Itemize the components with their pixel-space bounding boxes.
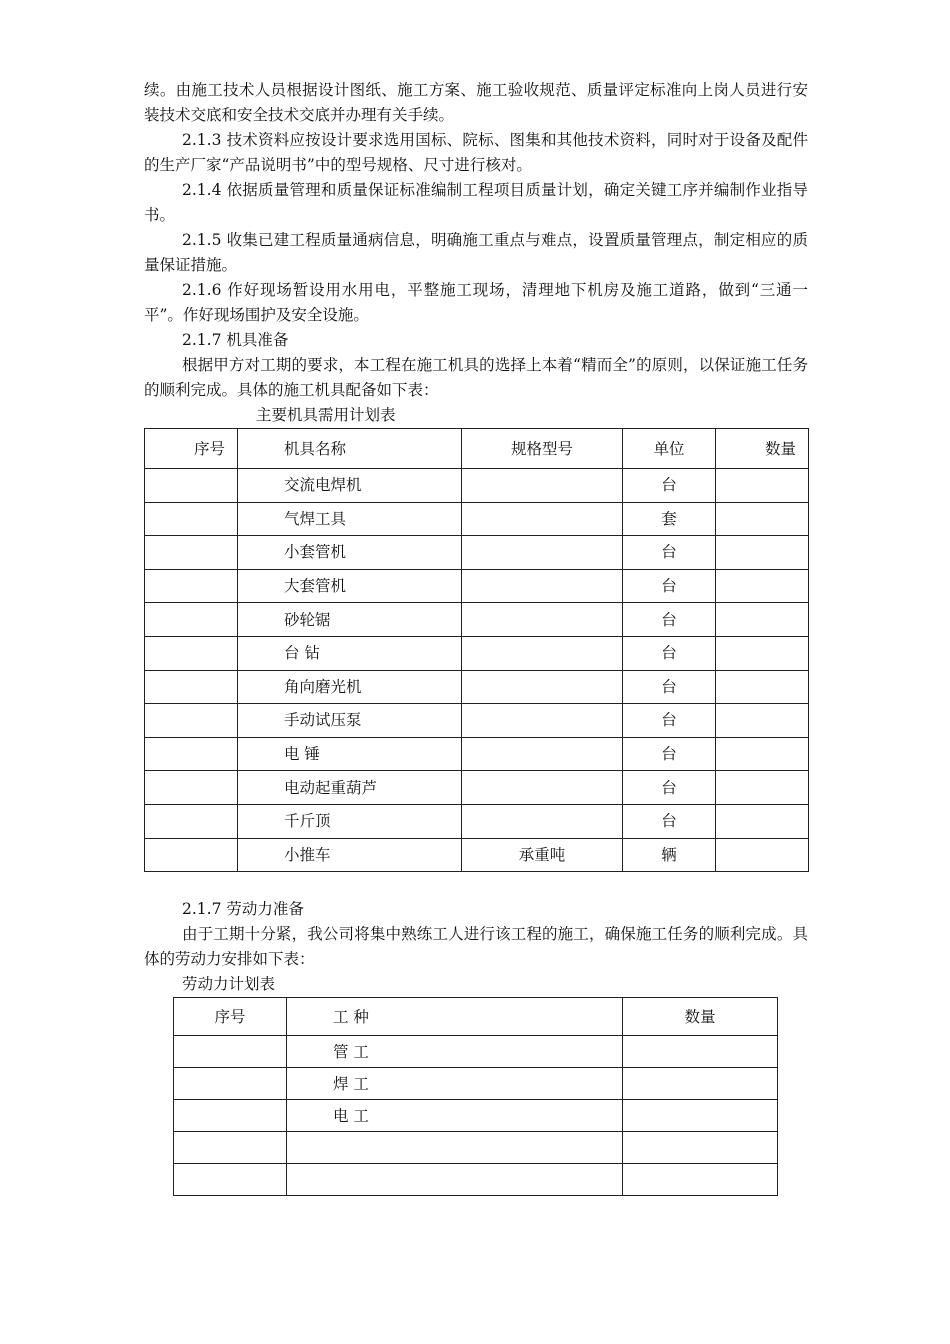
table-cell: 电动起重葫芦 xyxy=(238,771,462,805)
table-row xyxy=(174,1100,778,1132)
table-cell xyxy=(174,1132,287,1164)
table-cell xyxy=(174,1164,287,1196)
header-cell: 数量 xyxy=(623,998,778,1036)
document-page xyxy=(144,78,808,1196)
table-cell xyxy=(716,502,809,536)
tools-table xyxy=(144,428,809,872)
paragraph-2-1-3: 2.1.3 技术资料应按设计要求选用国标、院标、图集和其他技术资料，同时对于设备及配件的生产厂家“产品说明书”中的型号规格、尺寸进行核对。 xyxy=(144,131,808,174)
table-cell: 小套管机 xyxy=(238,536,462,570)
table-cell: 焊 工 xyxy=(287,1068,623,1100)
table-cell: 管 工 xyxy=(287,1036,623,1068)
table-cell xyxy=(716,636,809,670)
table-row xyxy=(145,804,809,838)
table-cell: 台 xyxy=(623,804,716,838)
table-cell xyxy=(623,1036,778,1068)
table-cell xyxy=(462,771,623,805)
table-cell xyxy=(462,704,623,738)
table-cell xyxy=(462,804,623,838)
table-cell xyxy=(145,502,238,536)
table-cell xyxy=(623,1164,778,1196)
table-cell: 砂轮锯 xyxy=(238,603,462,637)
tools-section-intro: 根据甲方对工期的要求，本工程在施工机具的选择上本着“精而全”的原则，以保证施工任务的顺利完成。具体的施工机具配备如下表： xyxy=(144,356,808,399)
header-cell: 工 种 xyxy=(287,998,623,1036)
tools-section-heading: 2.1.7 机具准备 xyxy=(182,331,289,349)
table-cell: 电 工 xyxy=(287,1100,623,1132)
table-cell xyxy=(462,670,623,704)
table-cell xyxy=(145,771,238,805)
table-cell: 承重吨 xyxy=(462,838,623,872)
table-cell xyxy=(145,670,238,704)
tools-table-caption: 主要机具需用计划表 xyxy=(256,406,396,424)
table-cell xyxy=(287,1132,623,1164)
table-cell xyxy=(716,737,809,771)
table-cell: 千斤顶 xyxy=(238,804,462,838)
paragraph-2-1-5: 2.1.5 收集已建工程质量通病信息，明确施工重点与难点，设置质量管理点，制定相应的质量保证措施。 xyxy=(144,231,808,274)
table-cell xyxy=(462,737,623,771)
table-cell xyxy=(623,1068,778,1100)
table-cell: 电 锤 xyxy=(238,737,462,771)
table-cell xyxy=(716,771,809,805)
table-row xyxy=(145,469,809,503)
table-cell xyxy=(716,536,809,570)
table-cell xyxy=(716,838,809,872)
table-row xyxy=(145,569,809,603)
table-cell xyxy=(462,603,623,637)
table-cell xyxy=(287,1164,623,1196)
table-cell xyxy=(462,502,623,536)
tools-table-header-row xyxy=(145,429,809,469)
table-cell xyxy=(716,670,809,704)
table-cell xyxy=(145,737,238,771)
table-cell: 手动试压泵 xyxy=(238,704,462,738)
table-cell xyxy=(623,1132,778,1164)
table-cell: 台 xyxy=(623,536,716,570)
header-cell: 序号 xyxy=(174,998,287,1036)
header-cell: 序号 xyxy=(145,429,238,469)
table-row xyxy=(145,603,809,637)
table-cell: 大套管机 xyxy=(238,569,462,603)
table-cell xyxy=(145,469,238,503)
table-cell xyxy=(716,704,809,738)
table-cell xyxy=(462,536,623,570)
table-cell xyxy=(145,838,238,872)
table-cell xyxy=(145,704,238,738)
paragraph-continuation: 续。由施工技术人员根据设计图纸、施工方案、施工验收规范、质量评定标准向上岗人员进行安装技术交底和安全技术交底并办理有关手续。 xyxy=(144,81,808,124)
table-cell xyxy=(145,603,238,637)
labor-section-intro: 由于工期十分紧，我公司将集中熟练工人进行该工程的施工，确保施工任务的顺利完成。具体的劳动力安排如下表： xyxy=(144,925,808,969)
table-cell xyxy=(174,1100,287,1132)
table-row xyxy=(145,704,809,738)
table-cell xyxy=(716,603,809,637)
table-row xyxy=(174,1068,778,1100)
table-cell: 小推车 xyxy=(238,838,462,872)
labor-table-header-row xyxy=(174,998,778,1036)
table-cell: 辆 xyxy=(623,838,716,872)
header-cell: 机具名称 xyxy=(238,429,462,469)
labor-table-caption: 劳动力计划表 xyxy=(182,975,276,994)
table-cell: 台 xyxy=(623,569,716,603)
table-row xyxy=(145,771,809,805)
table-cell: 角向磨光机 xyxy=(238,670,462,704)
table-cell: 台 xyxy=(623,737,716,771)
table-cell: 台 xyxy=(623,636,716,670)
table-cell xyxy=(716,569,809,603)
table-cell: 台 xyxy=(623,771,716,805)
header-cell: 数量 xyxy=(716,429,809,469)
paragraph-2-1-6: 2.1.6 作好现场暂设用水用电，平整施工现场，清理地下机房及施工道路，做到“三通一平”。作好现场围护及安全设施。 xyxy=(144,281,808,324)
table-row xyxy=(174,1132,778,1164)
table-cell xyxy=(716,469,809,503)
table-cell: 台 xyxy=(623,469,716,503)
table-cell xyxy=(145,569,238,603)
table-row xyxy=(145,838,809,872)
header-cell: 单位 xyxy=(623,429,716,469)
table-cell: 台 钻 xyxy=(238,636,462,670)
table-cell xyxy=(145,536,238,570)
table-cell xyxy=(174,1036,287,1068)
table-cell: 气焊工具 xyxy=(238,502,462,536)
table-row xyxy=(174,1036,778,1068)
labor-section-heading: 2.1.7 劳动力准备 xyxy=(182,900,304,919)
table-cell xyxy=(145,636,238,670)
table-row xyxy=(145,502,809,536)
table-cell: 台 xyxy=(623,704,716,738)
table-row xyxy=(145,737,809,771)
labor-table xyxy=(173,997,778,1196)
table-cell: 台 xyxy=(623,670,716,704)
table-cell xyxy=(462,569,623,603)
table-cell xyxy=(462,469,623,503)
paragraph-2-1-4: 2.1.4 依据质量管理和质量保证标准编制工程项目质量计划，确定关键工序并编制作业指导书。 xyxy=(144,181,808,224)
table-row xyxy=(145,670,809,704)
table-cell xyxy=(462,636,623,670)
header-cell: 规格型号 xyxy=(462,429,623,469)
table-row xyxy=(145,536,809,570)
table-cell xyxy=(174,1068,287,1100)
table-cell xyxy=(716,804,809,838)
table-cell: 台 xyxy=(623,603,716,637)
table-cell xyxy=(623,1100,778,1132)
table-row xyxy=(145,636,809,670)
table-row xyxy=(174,1164,778,1196)
table-cell xyxy=(145,804,238,838)
table-cell: 交流电焊机 xyxy=(238,469,462,503)
table-cell: 套 xyxy=(623,502,716,536)
